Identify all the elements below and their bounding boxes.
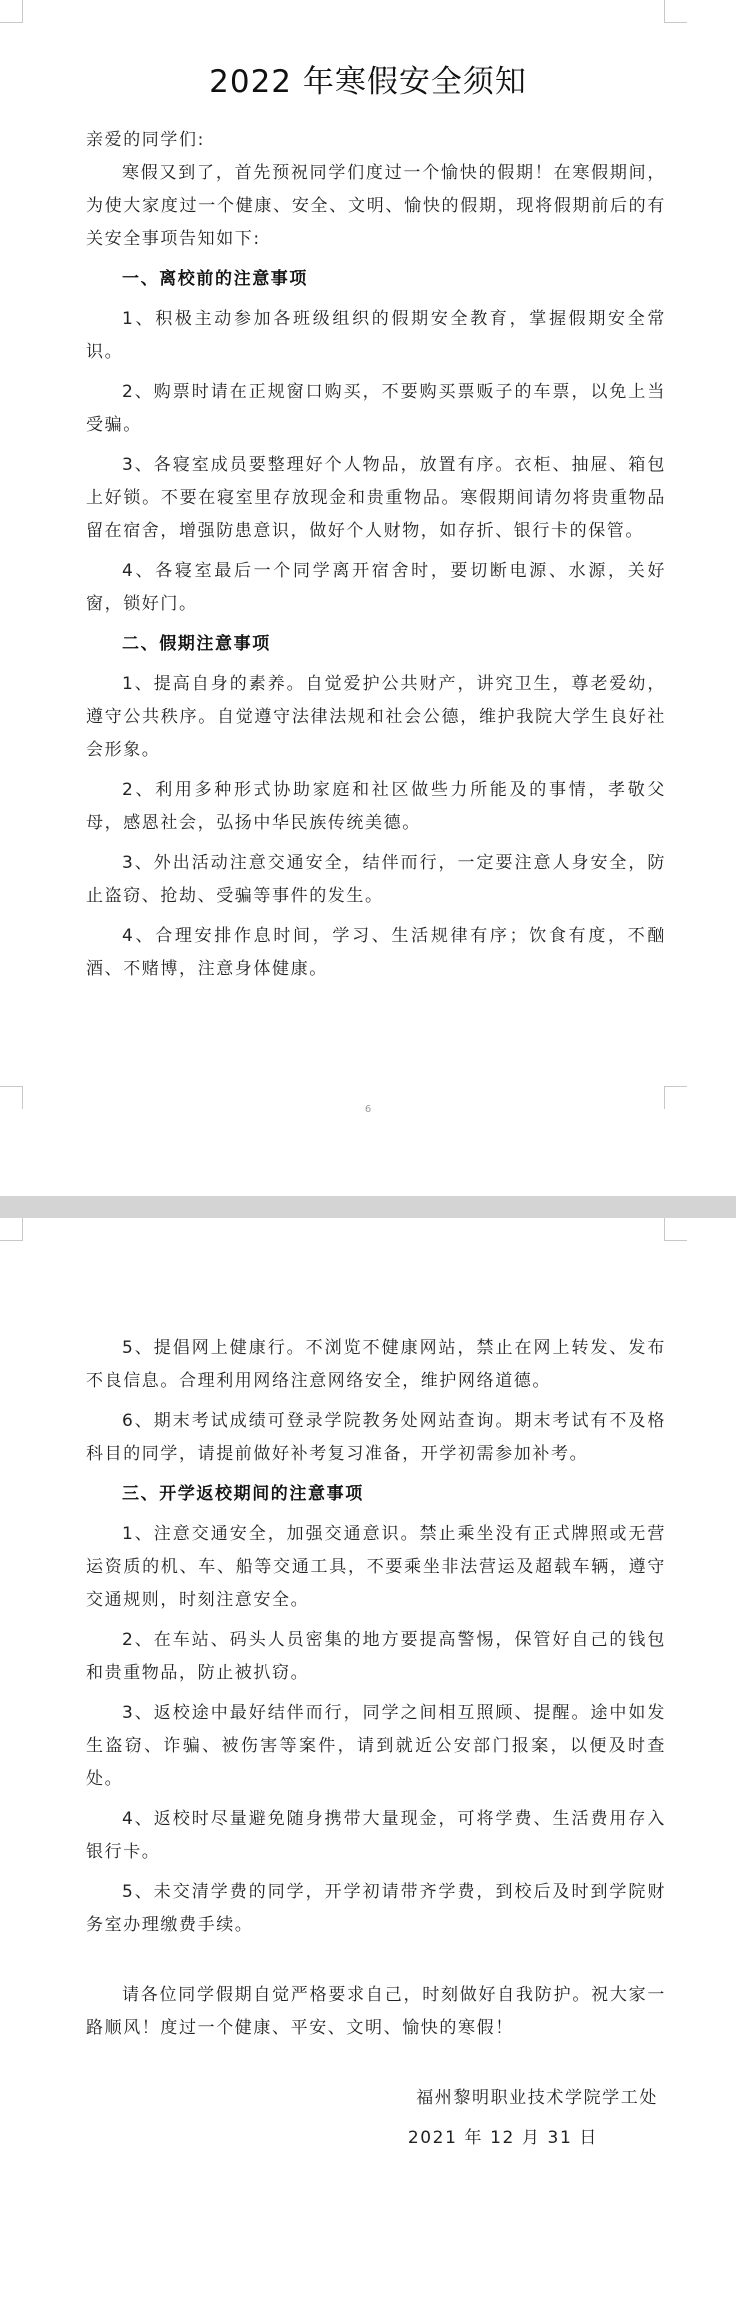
document-page-2 bbox=[0, 1218, 736, 2318]
list-item: 3、各寝室成员要整理好个人物品，放置有序。衣柜、抽屉、箱包上好锁。不要在寝室里存放现金和贵重物品。寒假期间请勿将贵重物品留在宿舍，增强防患意识，做好个人财物，如存折、银行卡的保管。 bbox=[86, 455, 666, 541]
list-item: 2、利用多种形式协助家庭和社区做些力所能及的事情，孝敬父母，感恩社会，弘扬中华民族传统美德。 bbox=[86, 780, 666, 833]
page-number: 6 bbox=[364, 1104, 372, 1115]
section-heading: 二、假期注意事项 bbox=[122, 634, 271, 654]
list-item: 2、购票时请在正规窗口购买，不要购买票贩子的车票，以免上当受骗。 bbox=[86, 382, 666, 435]
list-item: 4、合理安排作息时间，学习、生活规律有序；饮食有度，不酗酒、不赌博，注意身体健康。 bbox=[86, 926, 666, 979]
document-title: 2022 年寒假安全须知 bbox=[209, 64, 527, 100]
page-1-body bbox=[86, 124, 666, 993]
page-2-body bbox=[86, 1332, 666, 2162]
signature-date: 2021 年 12 月 31 日 bbox=[407, 2128, 598, 2148]
list-item: 4、返校时尽量避免随身携带大量现金，可将学费、生活费用存入银行卡。 bbox=[86, 1809, 666, 1862]
list-item: 1、积极主动参加各班级组织的假期安全教育，掌握假期安全常识。 bbox=[86, 309, 666, 362]
list-item: 4、各寝室最后一个同学离开宿舍时，要切断电源、水源，关好窗，锁好门。 bbox=[86, 561, 666, 614]
signature: 福州黎明职业技术学院学工处 bbox=[416, 2088, 658, 2108]
list-item: 1、注意交通安全，加强交通意识。禁止乘坐没有正式牌照或无营运资质的机、车、船等交通工具，不要乘坐非法营运及超载车辆，遵守交通规则，时刻注意安全。 bbox=[86, 1524, 666, 1610]
closing-paragraph: 请各位同学假期自觉严格要求自己，时刻做好自我防护。祝大家一路顺风！度过一个健康、平安、文明、愉快的寒假！ bbox=[86, 1985, 666, 2038]
list-item: 6、期末考试成绩可登录学院教务处网站查询。期末考试有不及格科目的同学，请提前做好补考复习准备，开学初需参加补考。 bbox=[86, 1411, 666, 1464]
section-heading: 三、开学返校期间的注意事项 bbox=[122, 1484, 364, 1504]
list-item: 2、在车站、码头人员密集的地方要提高警惕，保管好自己的钱包和贵重物品，防止被扒窃。 bbox=[86, 1630, 666, 1683]
list-item: 1、提高自身的素养。自觉爱护公共财产，讲究卫生，尊老爱幼，遵守公共秩序。自觉遵守法律法规和社会公德，维护我院大学生良好社会形象。 bbox=[86, 674, 666, 760]
list-item: 3、外出活动注意交通安全，结伴而行，一定要注意人身安全，防止盗窃、抢劫、受骗等事件的发生。 bbox=[86, 853, 666, 906]
paragraph-spacer bbox=[86, 1949, 666, 1979]
page-corner-mark bbox=[664, 0, 687, 23]
page-corner-mark bbox=[0, 1218, 23, 1241]
paragraph-spacer bbox=[86, 2052, 666, 2082]
list-item: 5、提倡网上健康行。不浏览不健康网站，禁止在网上转发、发布不良信息。合理利用网络注意网络安全，维护网络道德。 bbox=[86, 1338, 666, 1391]
page-corner-mark bbox=[0, 0, 23, 23]
list-item: 5、未交清学费的同学，开学初请带齐学费，到校后及时到学院财务室办理缴费手续。 bbox=[86, 1882, 666, 1935]
intro-paragraph: 寒假又到了，首先预祝同学们度过一个愉快的假期！在寒假期间，为使大家度过一个健康、安全、文明、愉快的假期，现将假期前后的有关安全事项告知如下: bbox=[86, 163, 666, 249]
page-corner-mark bbox=[664, 1218, 687, 1241]
greeting: 亲爱的同学们: bbox=[86, 130, 205, 150]
section-heading: 一、离校前的注意事项 bbox=[122, 269, 308, 289]
page-separator bbox=[0, 1196, 736, 1218]
list-item: 3、返校途中最好结伴而行，同学之间相互照顾、提醒。途中如发生盗窃、诈骗、被伤害等案件，请到就近公安部门报案，以便及时查处。 bbox=[86, 1703, 666, 1789]
